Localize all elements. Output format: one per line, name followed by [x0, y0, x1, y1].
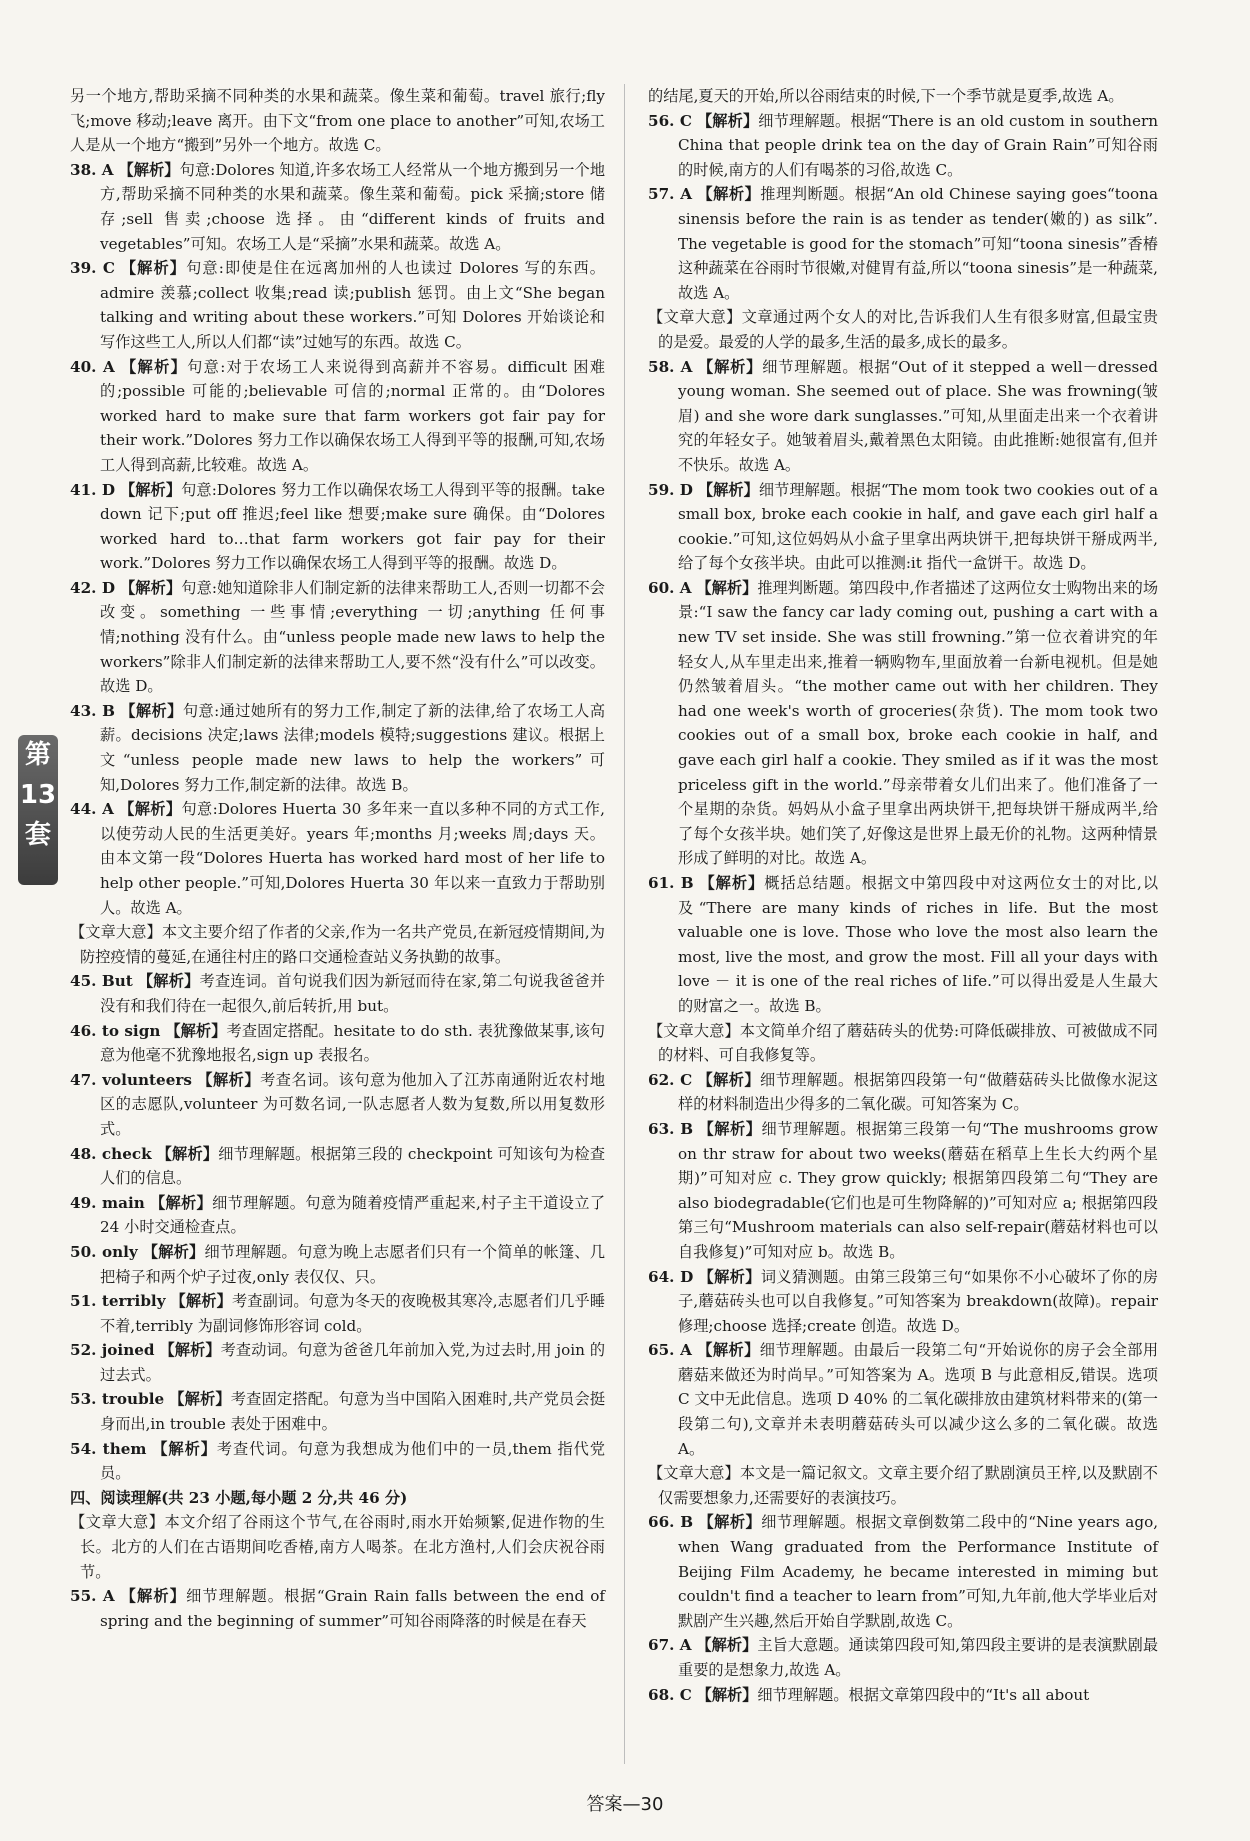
analysis-tag: 【解析】: [137, 972, 200, 991]
answer-item: [70, 1240, 605, 1289]
answer-number: 66. B: [648, 1513, 694, 1532]
analysis-text: 细节理解题。句意为随着疫情严重起来,村子主干道设立了 24 小时交通检查点。: [100, 1193, 606, 1237]
answer-item: [648, 576, 1158, 871]
analysis-text: 考查动词。句意为爸爸几年前加入党,为过去时,用 join 的过去式。: [100, 1341, 606, 1384]
article-summary: 【文章大意】本文简单介绍了蘑菇砖头的优势:可降低碳排放、可被做成不同的材料、可自我修复等。: [648, 1021, 1158, 1065]
answer-item: [70, 576, 605, 699]
set-tab-number: 13: [19, 780, 57, 810]
analysis-tag: 【解析】: [698, 1513, 762, 1532]
answer-item: [648, 478, 1158, 576]
answer-number: 48. check: [70, 1144, 152, 1163]
analysis-tag: 【解析】: [121, 357, 188, 376]
article-summary: 【文章大意】本文主要介绍了作者的父亲,作为一名共产党员,在新冠疫情期间,为防控疫情的蔓延,在通往村庄的路口交通检查站义务执勤的故事。: [70, 923, 605, 966]
answer-number: 56. C: [648, 111, 692, 130]
answer-number: 38. A: [70, 160, 114, 179]
answer-number: 49. main: [70, 1193, 145, 1212]
answer-number: 39. C: [70, 259, 115, 278]
answer-number: 43. B: [70, 701, 115, 720]
analysis-tag: 【解析】: [120, 701, 183, 720]
section-heading: 四、阅读理解(共 23 小题,每小题 2 分,共 46 分): [70, 1488, 408, 1507]
analysis-tag: 【解析】: [159, 1341, 221, 1360]
answer-number: 46. to sign: [70, 1021, 161, 1040]
analysis-text: 细节理解题。根据“There is an old custom in southern China that people drink tea on the day of Grain Rain”可知谷雨的时候,南方的人们有喝茶的习俗,故选 C。: [678, 111, 1158, 179]
analysis-tag: 【解析】: [696, 578, 758, 597]
page-number: 答案—30: [586, 1794, 664, 1815]
analysis-text: 句意:她知道除非人们制定新的法律来帮助工人,否则一切都不会改变。something 一些事情;everything 一切;anything 任何事情;nothing 没有什么。由“unless people made new laws to help the workers”除非人们制定新的法律来帮助工人,要不然“没有什么”可以改变。故选 D。: [100, 578, 605, 696]
answer-item: [70, 256, 605, 354]
answer-number: 59. D: [648, 480, 693, 499]
analysis-tag: 【解析】: [149, 1193, 213, 1212]
set-number-tab: [18, 735, 58, 885]
answer-number: 53. trouble: [70, 1390, 165, 1409]
article-summary: 【文章大意】本文介绍了谷雨这个节气,在谷雨时,雨水开始频繁,促进作物的生长。北方的人们在古语期间吃香椿,南方人喝茶。在北方渔村,人们会庆祝谷雨节。: [70, 1513, 605, 1581]
answer-item: [70, 1191, 605, 1240]
answer-number: 61. B: [648, 874, 694, 892]
analysis-text: 细节理解题。句意为晚上志愿者们只有一个简单的帐篷、几把椅子和两个炉子过夜,only 表仅仅、只。: [100, 1242, 606, 1286]
analysis-text: 考查名词。该句意为他加入了江苏南通附近农村地区的志愿队,volunteer 为可数名词,一队志愿者人数为复数,所以用复数形式。: [100, 1070, 606, 1138]
answer-item: [70, 158, 605, 256]
analysis-tag: 【解析】: [165, 1021, 227, 1040]
answer-item: [70, 355, 605, 478]
answer-item: [648, 355, 1158, 478]
answer-item: [70, 1142, 605, 1191]
analysis-text: 考查固定搭配。hesitate to do sth. 表犹豫做某事,该句意为他毫不犹豫地报名,sign up 表报名。: [100, 1021, 605, 1065]
analysis-text: 细节理解题。根据第四段第一句“做蘑菇砖头比做像水泥这样的材料制造出少得多的二氧化碳。可知答案为 C。: [678, 1070, 1159, 1114]
analysis-text: 考查代词。句意为我想成为他们中的一员,them 指代党员。: [100, 1439, 606, 1483]
answer-item: [70, 1068, 605, 1142]
right-column: [648, 84, 1158, 1707]
answer-item: [648, 1068, 1158, 1117]
answer-number: 65. A: [648, 1341, 692, 1360]
answer-number: 42. D: [70, 578, 116, 597]
answer-item: [648, 109, 1158, 183]
answer-number: 41. D: [70, 480, 115, 499]
continued-paragraph: 的结尾,夏天的开始,所以谷雨结束的时候,下一个季节就是夏季,故选 A。: [648, 87, 1124, 105]
analysis-text: 细节理解题。根据“Grain Rain falls between the end of spring and the beginning of summer”可知谷雨降落的时候是在春天: [100, 1587, 606, 1630]
column-divider: [624, 84, 625, 1764]
answer-item: [70, 1019, 605, 1068]
analysis-tag: 【解析】: [118, 160, 180, 179]
answer-item: [648, 1265, 1158, 1339]
analysis-text: 考查连词。首句说我们因为新冠而待在家,第二句说我爸爸并没有和我们待在一起很久,前后转折,用 but。: [100, 972, 606, 1015]
page-footer: [0, 1790, 1250, 1816]
analysis-text: 细节理解题。根据“The mom took two cookies out of a small box, broke each cookie in half, and gave each girl half a cookie.”可知,这位妈妈从小盒子里拿出两块饼干,把每块饼干掰成两半,给了每个女孩半块。由此可以推测:it 指代一盒饼干。故选 D。: [678, 480, 1158, 573]
analysis-text: 推理判断题。第四段中,作者描述了这两位女士购物出来的场景:“I saw the fancy car lady coming out, pushing a cart with a new TV set inside. She was still frowning.”第一位衣着讲究的年轻女人,从车里走出来,推着一辆购物车,里面放着一台新电视机。但是她仍然皱着眉头。“the mother came out with her children. They had one week's worth of groceries(杂货). The mom took two cookies out of a small box, broke each cookie in half, and gave each girl half a cookie. They smiled as if it was the most priceless gift in the world.”母亲带着女儿们出来了。他们准备了一个星期的杂货。妈妈从小盒子里拿出两块饼干,把每块饼干掰成两半,给了每个女孩半块。她们笑了,好像这是世界上最无价的礼物。这两种情景形成了鲜明的对比。故选 A。: [678, 578, 1159, 868]
answer-item: [70, 969, 605, 1018]
analysis-tag: 【解析】: [697, 1341, 760, 1360]
analysis-tag: 【解析】: [698, 1267, 761, 1286]
answer-item: [648, 1338, 1158, 1461]
analysis-tag: 【解析】: [120, 1587, 187, 1606]
answer-item: [70, 1289, 605, 1338]
analysis-tag: 【解析】: [698, 1119, 762, 1138]
answer-item: [648, 1117, 1158, 1265]
answer-number: 51. terribly: [70, 1292, 166, 1311]
analysis-text: 词义猜测题。由第三段第三句“如果你不小心破坏了你的房子,蘑菇砖头也可以自我修复。”可知答案为 breakdown(故障)。repair 修理;choose 选择;create 创造。故选 D。: [678, 1267, 1159, 1335]
answer-number: 52. joined: [70, 1341, 155, 1360]
analysis-tag: 【解析】: [696, 111, 759, 130]
answer-number: 63. B: [648, 1119, 694, 1138]
answer-number: 60. A: [648, 578, 692, 597]
analysis-tag: 【解析】: [119, 480, 182, 499]
answer-number: 67. A: [648, 1636, 692, 1655]
analysis-text: 主旨大意题。通读第四段可知,第四段主要讲的是表演默剧最重要的是想象力,故选 A。: [678, 1636, 1159, 1679]
left-column: [70, 84, 605, 1633]
answer-item: [648, 871, 1158, 1019]
analysis-text: 细节理解题。根据文章倒数第二段中的“Nine years ago, when Wang graduated from the Performance Institute of Beijing Film Academy, he became interested in miming but couldn't find a teacher to learn from”可知,九年前,他大学毕业后对默剧产生兴趣,然后开始自学默剧,故选 C。: [678, 1513, 1159, 1630]
analysis-text: 句意:即使是住在远离加州的人也读过 Dolores 写的东西。admire 羡慕;collect 收集;read 读;publish 惩罚。由上文“She began talking and writing about these workers.”可知 Dolores 开始谈论和写作这些工人,所以人们都“读”过她写的东西。故选 C。: [100, 259, 605, 351]
answer-item: [648, 182, 1158, 305]
analysis-tag: 【解析】: [119, 578, 182, 597]
answer-item: [648, 1683, 1158, 1708]
analysis-tag: 【解析】: [152, 1439, 217, 1458]
answer-item: [70, 699, 605, 797]
analysis-tag: 【解析】: [697, 480, 759, 499]
answer-item: [648, 1633, 1158, 1682]
analysis-text: 细节理解题。根据“Out of it stepped a well－dressed young woman. She seemed out of place. She was frowning(皱眉) and she wore dark sunglasses.”可知,从里面走出来一个衣着讲究的年轻女子。她皱着眉头,戴着黑色太阳镜。由此推断:她很富有,但并不快乐。故选 A。: [678, 357, 1159, 474]
analysis-text: 句意:对于农场工人来说得到高薪并不容易。difficult 困难的;possible 可能的;believable 可信的;normal 正常的。由“Dolores worked hard to make sure that farm workers got fair pay for their work.”Dolores 努力工作以确保农场工人得到平等的报酬,可知,农场工人得到高薪,比较难。故选 A。: [100, 357, 606, 474]
answer-number: 68. C: [648, 1685, 692, 1704]
answer-item: [70, 1584, 605, 1633]
continued-paragraph: 另一个地方,帮助采摘不同种类的水果和蔬菜。像生菜和葡萄。travel 旅行;fly 飞;move 移动;leave 离开。由下文“from one place to another”可知,农场工人是从一个地方“搬到”另外一个地方。故选 C。: [70, 87, 605, 155]
answer-number: 50. only: [70, 1242, 138, 1261]
answer-number: 64. D: [648, 1267, 694, 1286]
analysis-tag: 【解析】: [169, 1390, 231, 1409]
set-tab-char: 第: [24, 740, 51, 770]
article-summary: 【文章大意】文章通过两个女人的对比,告诉我们人生有很多财富,但最宝贵的是爱。最爱的人学的最多,生活的最多,成长的最多。: [648, 308, 1158, 351]
analysis-tag: 【解析】: [156, 1144, 219, 1163]
answer-number: 58. A: [648, 357, 693, 376]
analysis-text: 细节理解题。根据文章第四段中的“It's all about: [757, 1685, 1090, 1704]
answer-number: 57. A: [648, 185, 693, 204]
answer-number: 54. them: [70, 1439, 147, 1458]
analysis-tag: 【解析】: [697, 185, 761, 204]
answer-item: [70, 797, 605, 920]
analysis-tag: 【解析】: [197, 1070, 261, 1089]
answer-item: [648, 1510, 1158, 1633]
analysis-tag: 【解析】: [170, 1292, 232, 1311]
article-summary: 【文章大意】本文是一篇记叙文。文章主要介绍了默剧演员王梓,以及默剧不仅需要想象力,还需要好的表演技巧。: [648, 1464, 1158, 1507]
analysis-tag: 【解析】: [119, 800, 182, 819]
analysis-text: 句意:Dolores 知道,许多农场工人经常从一个地方搬到另一个地方,帮助采摘不同种类的水果和蔬菜。像生菜和葡萄。pick 采摘;store 储存;sell 售卖;choose 选择。由“different kinds of fruits and vegetables”可知。农场工人是“采摘”水果和蔬菜。故选 A。: [100, 160, 606, 253]
answer-number: 44. A: [70, 800, 114, 819]
analysis-tag: 【解析】: [697, 1070, 760, 1089]
answer-number: 40. A: [70, 357, 115, 376]
answer-number: 62. C: [648, 1070, 693, 1089]
answer-item: [70, 478, 605, 576]
answer-number: 47. volunteers: [70, 1070, 192, 1089]
analysis-tag: 【解析】: [696, 1685, 758, 1704]
answer-item: [70, 1437, 605, 1486]
answer-number: 45. But: [70, 972, 133, 991]
analysis-text: 细节理解题。由最后一段第二句“开始说你的房子会全部用蘑菇来做还为时尚早。”可知答案为 A。选项 B 与此意相反,错误。选项 C 文中无此信息。选项 D 40% 的二氧化碳排放由建筑材料带来的(第一段第二句),文章并未表明蘑菇砖头可以减少这么多的二氧化碳。故选 A。: [678, 1341, 1159, 1458]
answer-item: [70, 1387, 605, 1436]
analysis-tag: 【解析】: [142, 1242, 205, 1261]
analysis-text: 考查固定搭配。句意为当中国陷入困难时,共产党员会挺身而出,in trouble 表处于困难中。: [100, 1390, 606, 1434]
analysis-text: 考查副词。句意为冬天的夜晚极其寒冷,志愿者们几乎睡不着,terribly 为副词修饰形容词 cold。: [100, 1292, 606, 1335]
set-tab-char: 套: [24, 820, 51, 850]
analysis-tag: 【解析】: [696, 1636, 758, 1655]
analysis-text: 概括总结题。根据文中第四段中对这两位女士的对比,以及“There are many kinds of riches in life. But the most valuable one is love. Those who love the most also learn the most, live the most, and grow the most. Fill all your days with love － it is one of the real riches of life.”可以得出爱是人生最大的财富之一。故选 B。: [678, 874, 1159, 1015]
analysis-text: 句意:Dolores 努力工作以确保农场工人得到平等的报酬。take down 记下;put off 推迟;feel like 想要;make sure 确保。由“Dolores worked hard to…that farm workers got fair pay for their work.”Dolores 努力工作以确保农场工人得到平等的报酬。故选 D。: [100, 480, 605, 573]
analysis-tag: 【解析】: [698, 357, 763, 376]
analysis-text: 句意:通过她所有的努力工作,制定了新的法律,给了农场工人高薪。decisions 决定;laws 法律;models 模特;suggestions 建议。根据上文“unless people made new laws to help the workers”可知,Dolores 努力工作,制定新的法律。故选 B。: [100, 701, 606, 794]
analysis-tag: 【解析】: [699, 874, 765, 892]
analysis-text: 细节理解题。根据第三段的 checkpoint 可知该句为检查人们的信息。: [100, 1144, 606, 1188]
answer-item: [70, 1338, 605, 1387]
analysis-text: 句意:Dolores Huerta 30 多年来一直以多种不同的方式工作,以使劳动人民的生活更美好。years 年;months 月;weeks 周;days 天。由本文第一段“Dolores Huerta has worked hard most of her life to help other people.”可知,Dolores Huerta 30 年以来一直致力于帮助别人。故选 A。: [100, 800, 606, 917]
analysis-text: 细节理解题。根据第三段第一句“The mushrooms grow on thr straw for about two weeks(蘑菇在稻草上生长大约两个星期)”可知对应 c. They grow quickly; 根据第四段第二句“They are also biodegradable(它们也是可生物降解的)”可知对应 a; 根据第四段第三句“Mushroom materials can also self-repair(蘑菇材料也可以自我修复)”可知对应 b。故选 B。: [678, 1119, 1159, 1261]
analysis-tag: 【解析】: [120, 259, 187, 278]
analysis-text: 推理判断题。根据“An old Chinese saying goes“toona sinensis before the rain is as tender as tender(嫩的) as silk”. The vegetable is good for the stomach”可知“toona sinesis”香椿这种蔬菜在谷雨时节很嫩,对健胃有益,所以“toona sinesis”是一种蔬菜,故选 A。: [678, 185, 1158, 302]
answer-number: 55. A: [70, 1587, 115, 1606]
